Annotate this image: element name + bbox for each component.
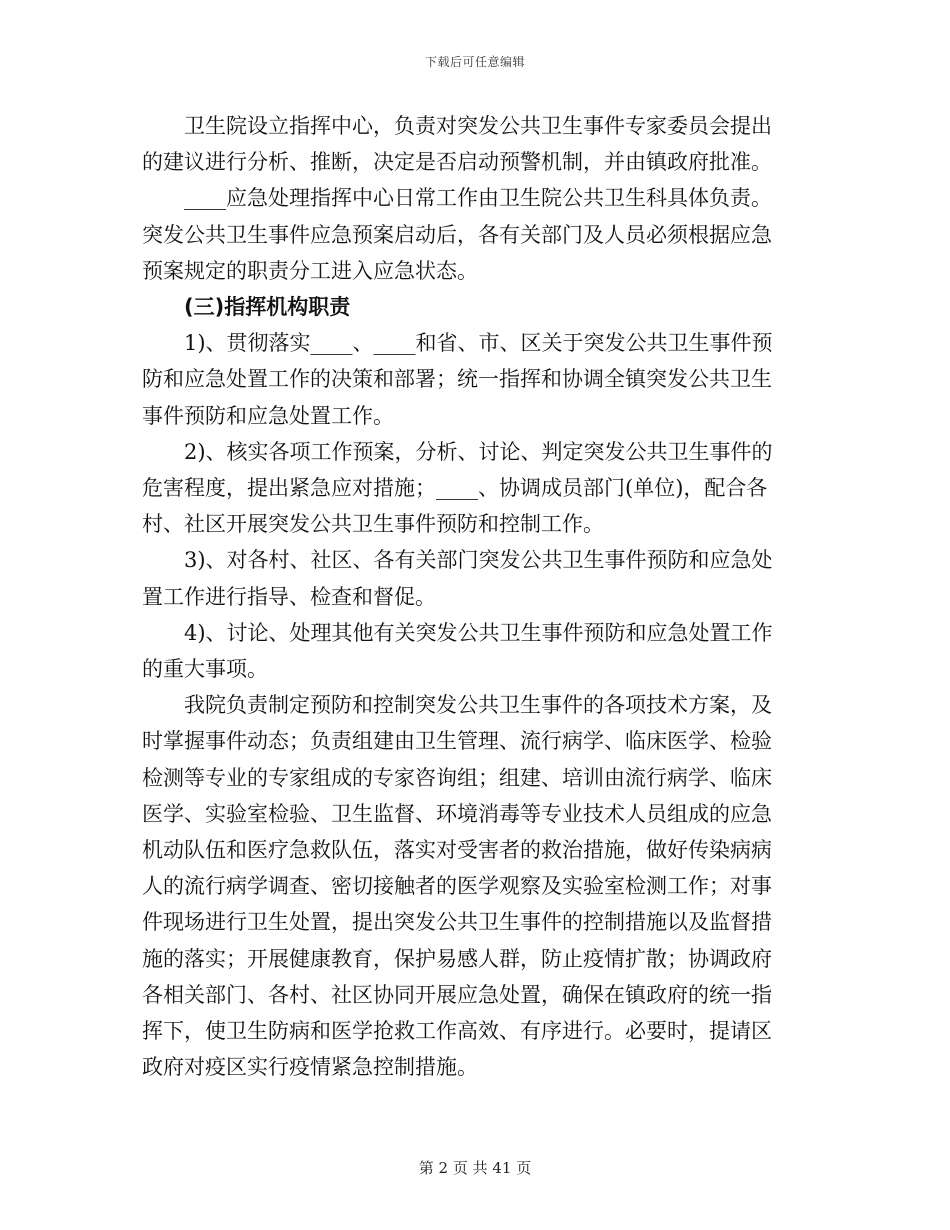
text-line: 村、社区开展突发公共卫生事件预防和控制工作。 (142, 512, 604, 537)
document-body (142, 108, 802, 1085)
text-line: 各相关部门、各村、社区协同开展应急处置，确保在镇政府的统一指 (142, 982, 772, 1007)
header-note: 下载后可任意编辑 (424, 55, 525, 69)
text-line: 2)、核实各项工作预案，分析、讨论、判定突发公共卫生事件的 (184, 439, 773, 464)
text-line: 时掌握事件动态；负责组建由卫生管理、流行病学、临床医学、检验 (142, 729, 772, 754)
text-line: ____应急处理指挥中心日常工作由卫生院公共卫生科具体负责。 (184, 186, 772, 211)
text-line: 1)、贯彻落实____、____和省、市、区关于突发公共卫生事件预 (184, 331, 773, 356)
section-heading: (三)指挥机构职责 (184, 295, 351, 320)
text-line: 4)、讨论、处理其他有关突发公共卫生事件预防和应急处置工作 (184, 620, 773, 645)
text-line: 事件预防和应急处置工作。 (142, 403, 394, 428)
paragraph-duty-2 (142, 434, 802, 543)
text-line: 卫生院设立指挥中心，负责对突发公共卫生事件专家委员会提出 (184, 114, 772, 138)
text-line: 置工作进行指导、检查和督促。 (142, 584, 436, 609)
text-line: 我院负责制定预防和控制突发公共卫生事件的各项技术方案，及 (184, 693, 772, 718)
text-line: 机动队伍和医疗急救队伍，落实对受害者的救治措施，做好传染病病 (142, 838, 772, 863)
text-line: 医学、实验室检验、卫生监督、环境消毒等专业技术人员组成的应急 (142, 801, 772, 826)
text-line: 政府对疫区实行疫情紧急控制措施。 (142, 1055, 478, 1080)
paragraph-command-center (142, 108, 802, 180)
text-line: 突发公共卫生事件应急预案启动后，各有关部门及人员必须根据应急 (142, 222, 772, 247)
paragraph-duty-3 (142, 542, 802, 614)
paragraph-hospital-duties (142, 687, 802, 1085)
text-line: 危害程度，提出紧急应对措施；____、协调成员部门(单位)，配合各 (142, 476, 768, 501)
text-line: 的重大事项。 (142, 657, 268, 682)
text-line: 预案规定的职责分工进入应急状态。 (142, 258, 478, 283)
text-line: 施的落实；开展健康教育，保护易感人群，防止疫情扩散；协调政府 (142, 946, 772, 971)
text-line: 人的流行病学调查、密切接触者的医学观察及实验室检测工作；对事 (142, 874, 772, 899)
text-line: 的建议进行分析、推断，决定是否启动预警机制，并由镇政府批准。 (142, 150, 772, 175)
paragraph-daily-work (142, 180, 802, 289)
text-line: 防和应急处置工作的决策和部署；统一指挥和协调全镇突发公共卫生 (142, 367, 772, 392)
text-line: 3)、对各村、社区、各有关部门突发公共卫生事件预防和应急处 (184, 548, 773, 573)
paragraph-duty-4 (142, 615, 802, 687)
text-line: 挥下，使卫生防病和医学抢救工作高效、有序进行。必要时，提请区 (142, 1019, 772, 1044)
text-line: 检测等专业的专家组成的专家咨询组；组建、培训由流行病学、临床 (142, 765, 772, 790)
text-line: 件现场进行卫生处置，提出突发公共卫生事件的控制措施以及监督措 (142, 910, 772, 935)
paragraph-duty-1 (142, 325, 802, 434)
page-number: 第 2 页 共 41 页 (418, 1159, 532, 1177)
